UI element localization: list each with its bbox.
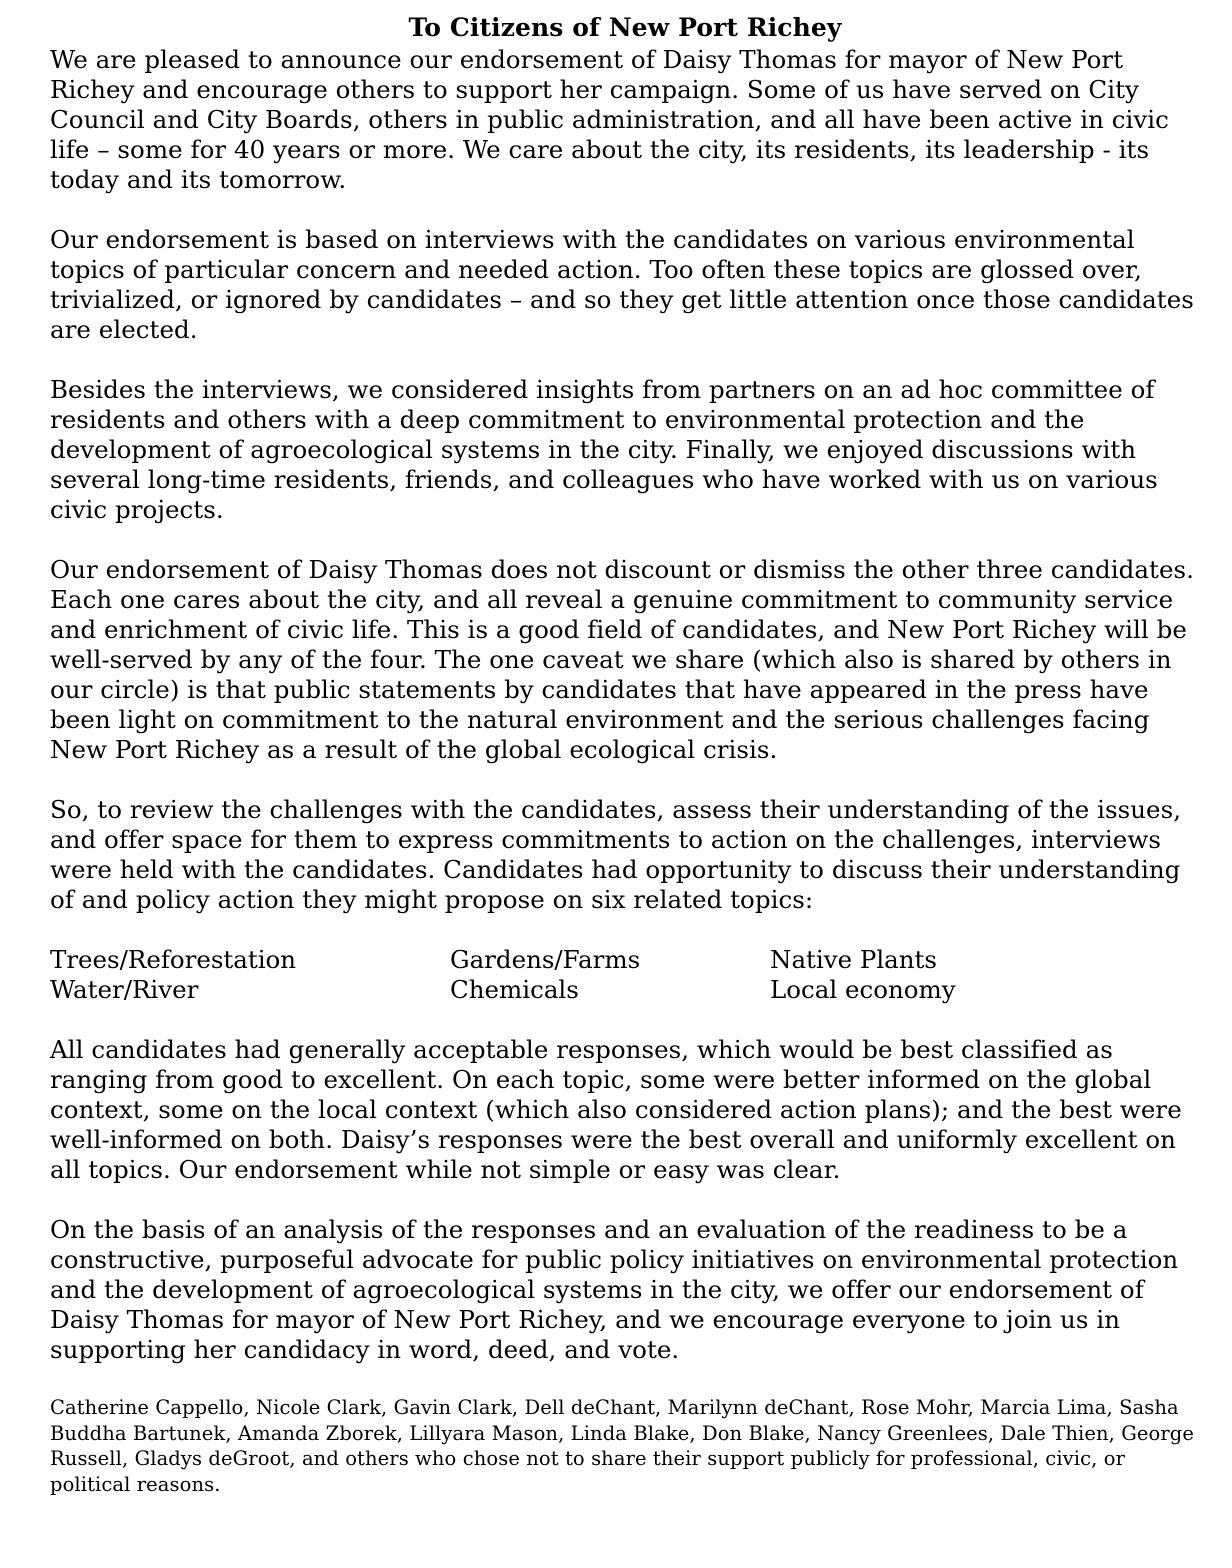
topic-item: Chemicals <box>450 975 579 1004</box>
signers-list: Catherine Cappello, Nicole Clark, Gavin Clark, Dell deChant, Marilynn deChant, Rose Mohr, Marcia Lima, Sasha Buddha Bartunek, Amanda Zborek, Lillyara Mason, Linda Blake, Don Blake, Nancy Greenlees, Dale Thien, George Russell, Gladys deGroot, and others who chose not to share their support publicly for professional, civic, or political reasons. <box>50 1396 1195 1496</box>
topics-row <box>50 945 1200 975</box>
paragraph-basis: Our endorsement is based on interviews with the candidates on various environmental topics of particular concern and needed action. Too often these topics are glossed over, trivialized, or ignored by candidates – and so they get little attention once those candidates are elected. <box>50 225 1194 344</box>
letter-title: To Citizens of New Port Richey <box>408 13 842 42</box>
topic-item: Trees/Reforestation <box>50 945 297 974</box>
paragraph-interviews: So, to review the challenges with the candidates, assess their understanding of the issues, and offer space for them to express commitments to action on the challenges, interviews were held with the candidates. Candidates had opportunity to discuss their understanding of and policy action they might propose on six related topics: <box>50 795 1182 914</box>
paragraph-intro: We are pleased to announce our endorsement of Daisy Thomas for mayor of New Port Richey and encourage others to support her campaign. Some of us have served on City Council and City Boards, others in public administration, and all have been active in civic life – some for 40 years or more. We care about the city, its residents, its leadership - its today and its tomorrow. <box>50 45 1169 194</box>
letter-page <box>50 12 1200 1497</box>
paragraph-responses: All candidates had generally acceptable responses, which would be best classified as ranging from good to excellent. On each topic, some were better informed on the global context, some on the local context (which also considered action plans); and the best were well-informed on both. Daisy’s responses were the best overall and uniformly excellent on all topics. Our endorsement while not simple or easy was clear. <box>50 1035 1182 1184</box>
topics-row <box>50 975 1200 1005</box>
topic-item: Water/River <box>50 975 199 1004</box>
topic-item: Gardens/Farms <box>450 945 641 974</box>
paragraph-endorsement: On the basis of an analysis of the responses and an evaluation of the readiness to be a constructive, purposeful advocate for public policy initiatives on environmental protection and the development of agroecological systems in the city, we offer our endorsement of Daisy Thomas for mayor of New Port Richey, and we encourage everyone to join us in supporting her candidacy in word, deed, and vote. <box>50 1215 1179 1364</box>
topics-list <box>50 945 1200 1005</box>
paragraph-other-candidates: Our endorsement of Daisy Thomas does not discount or dismiss the other three candidates. Each one cares about the city, and all reveal a genuine commitment to community service and enrichment of civic life. This is a good field of candidates, and New Port Richey will be well-served by any of the four. The one caveat we share (which also is shared by others in our circle) is that public statements by candidates that have appeared in the press have been light on commitment to the natural environment and the serious challenges facing New Port Richey as a result of the global ecological crisis. <box>50 555 1194 764</box>
paragraph-insights: Besides the interviews, we considered insights from partners on an ad hoc committee of residents and others with a deep commitment to environmental protection and the development of agroecological systems in the city. Finally, we enjoyed discussions with several long-time residents, friends, and colleagues who have worked with us on various civic projects. <box>50 375 1158 524</box>
topic-item: Native Plants <box>770 945 937 974</box>
topic-item: Local economy <box>770 975 956 1004</box>
